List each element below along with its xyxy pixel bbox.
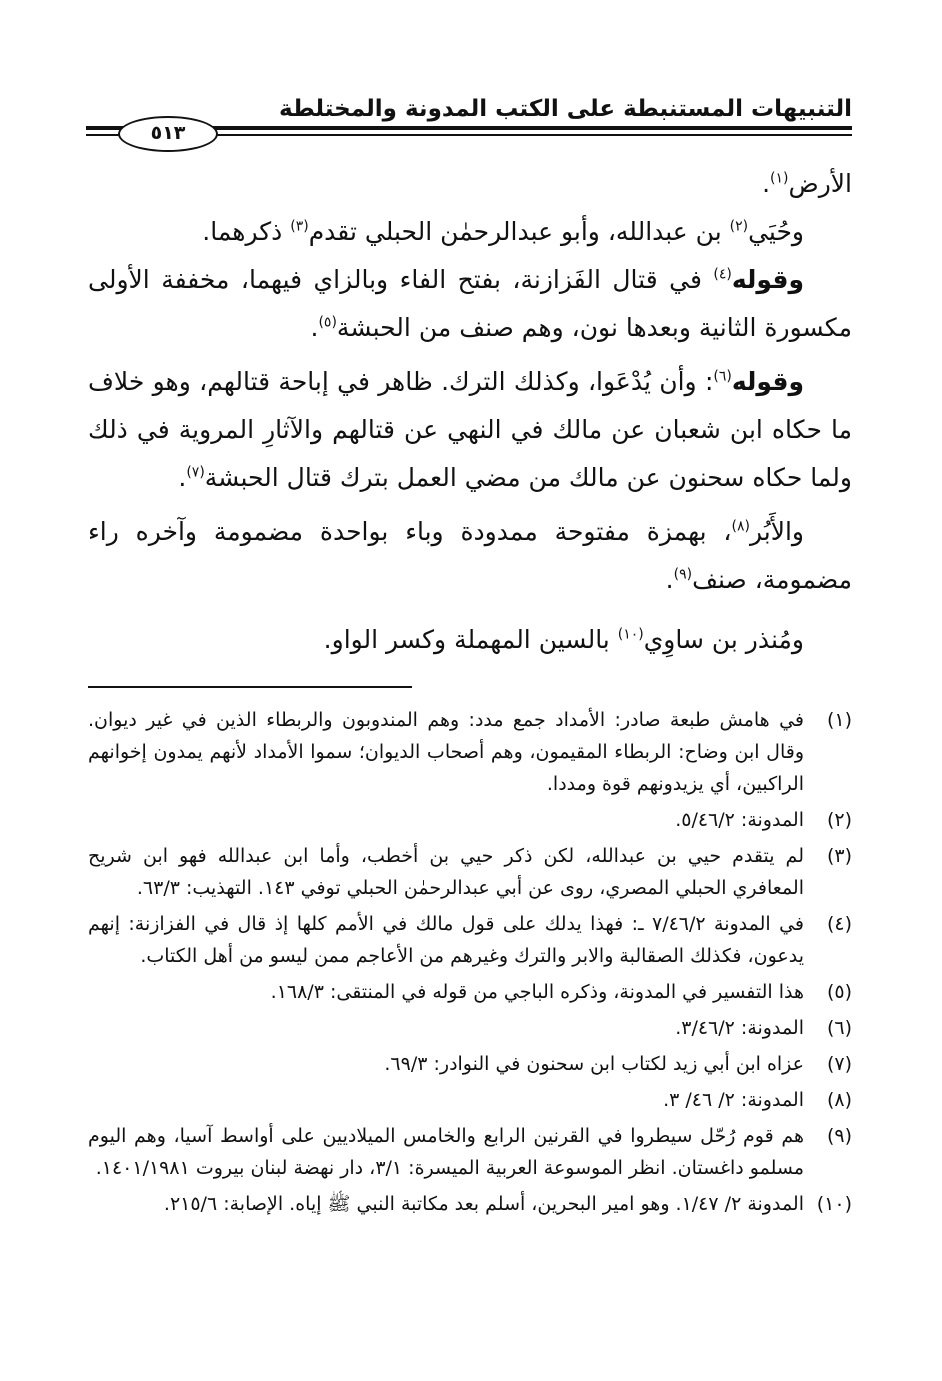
footnote-ref-4: (٤) [713, 266, 732, 283]
footnote-ref-5: (٥) [318, 314, 337, 331]
running-header-title: التنبيهات المستنبطة على الكتب المدونة والمختلطة [279, 96, 852, 122]
p2-c: ذكرهما. [202, 217, 291, 246]
footnote-ref-10: (١٠) [617, 626, 644, 643]
footnote-number: (٩) [826, 1125, 852, 1147]
footnote [88, 908, 852, 972]
footnote [88, 840, 852, 904]
p2-b: بن عبدالله، وأبو عبدالرحمٰن الحبلي تقدم [308, 217, 730, 246]
footnote-number: (٥) [826, 981, 852, 1003]
footnote-text: هم قوم رُحّل سيطروا في القرنين الرابع والخامس الميلاديين على أواسط آسيا، وهم اليوم مسلمو داغستان. انظر الموسوعة العربية الميسرة: ٣/١، دار نهضة لبنان بيروت ١٤٠١/١٩٨١. [88, 1125, 804, 1179]
paragraph-6 [88, 616, 852, 664]
paragraph-5 [88, 508, 852, 604]
footnote-ref-2: (٢) [729, 218, 749, 235]
p6-a: ومُنذر بن ساوِي [643, 625, 804, 654]
p4-b: : وأن يُدْعَوا، وكذلك الترك. ظاهر في إباحة قتالهم، وهو خلاف ما حكاه ابن شعبان عن مالك في النهي عن قتالهم والآثارِ المروية في ذلك ولما حكاه سحنون عن مالك من مضي العمل بترك قتال الحبشة [88, 367, 852, 492]
main-text [88, 160, 852, 664]
footnote-ref-7: (٧) [186, 464, 205, 481]
p4-bold-lead: وقوله [731, 367, 804, 396]
p4-end: . [178, 463, 187, 492]
footnote-number: (٧) [826, 1053, 852, 1075]
footnotes [88, 704, 852, 1224]
footnote [88, 976, 852, 1008]
p6-b: بالسين المهملة وكسر الواو. [323, 625, 618, 654]
footnote-ref-1: (١) [770, 170, 789, 187]
p5-b: ، بهمزة مفتوحة ممدودة وباء بواحدة مضمومة وآخره راء مضمومة، صنف [88, 517, 852, 594]
footnote-text: هذا التفسير في المدونة، وذكره الباجي من قوله في المنتقى: ١٦٨/٣. [270, 981, 804, 1003]
p2-a: وحُيَي [748, 217, 804, 246]
footnote-number: (٣) [826, 845, 852, 867]
footnote-ref-9: (٩) [673, 566, 693, 583]
footnote-text: في هامش طبعة صادر: الأمداد جمع مدد: وهم المندوبون والربطاء الذين في غير ديوان. وقال ابن وضاح: الربطاء المقيمون، وهم أصحاب الديوان؛ سموا الأمداد لأنهم يمدون إخوانهم الراكبين، أي يزيدونهم قوة ومددا. [88, 709, 804, 795]
footnote-text: عزاه ابن أبي زيد لكتاب ابن سحنون في النوادر: ٦٩/٣. [384, 1053, 804, 1075]
footnote [88, 1048, 852, 1080]
p3-end: . [310, 313, 319, 342]
footnote-ref-3: (٣) [290, 218, 309, 235]
footnote-number: (٤) [826, 913, 852, 935]
p3-b: في قتال الفَزازنة، بفتح الفاء وبالزاي فيهما، مخففة الأولى مكسورة الثانية وبعدها نون، وهم صنف من الحبشة [88, 265, 852, 342]
footnote-number: (١) [826, 709, 852, 731]
footnote [88, 1012, 852, 1044]
footnote-number: (١٠) [816, 1193, 852, 1215]
footnote-separator [88, 686, 412, 688]
p1-text: الأرض [788, 169, 852, 198]
footnote [88, 1188, 852, 1220]
footnote-text: لم يتقدم حيي بن عبدالله، لكن ذكر حيي بن أخطب، وأما ابن عبدالله فهو ابن شريح المعافري الحبلي المصري، روى عن أبي عبدالرحمٰن الحبلي توفي ١٤٣. التهذيب: ٦٣/٣. [88, 845, 804, 899]
paragraph-2 [88, 208, 852, 256]
footnote-text: المدونة: ٢/ ٤٦/ ٣. [663, 1089, 804, 1111]
footnote-number: (٨) [826, 1089, 852, 1111]
page-number-badge: ٥١٣ [118, 116, 218, 152]
footnote [88, 704, 852, 800]
p5-a: والأَبُر [749, 517, 804, 546]
p3-bold-lead: وقوله [731, 265, 804, 294]
p1-end: . [762, 169, 771, 198]
footnote-text: المدونة ٢/ ١/٤٧. وهو امير البحرين، أسلم بعد مكاتبة النبي ﷺ إياه. الإصابة: ٢١٥/٦. [163, 1193, 804, 1215]
footnote-number: (٢) [826, 809, 852, 831]
footnote [88, 1084, 852, 1116]
footnote [88, 1120, 852, 1184]
p5-end: . [665, 565, 674, 594]
footnote-text: في المدونة ٧/٤٦/٢ ـ: فهذا يدلك على قول مالك في الأمم كلها إذ قال في الفزازنة: إنهم يدعون، فكذلك الصقالبة والابر والترك وغيرهم من الأعاجم ممن ليسو من أهل الكتاب. [88, 913, 804, 967]
footnote-ref-6: (٦) [713, 368, 732, 385]
paragraph-4 [88, 358, 852, 502]
footnote-text: المدونة: ٥/٤٦/٢. [675, 809, 804, 831]
footnote [88, 804, 852, 836]
footnote-ref-8: (٨) [731, 518, 750, 535]
footnote-text: المدونة: ٣/٤٦/٢. [675, 1017, 804, 1039]
footnote-number: (٦) [826, 1017, 852, 1039]
paragraph-3 [88, 256, 852, 352]
paragraph-1 [88, 160, 852, 208]
